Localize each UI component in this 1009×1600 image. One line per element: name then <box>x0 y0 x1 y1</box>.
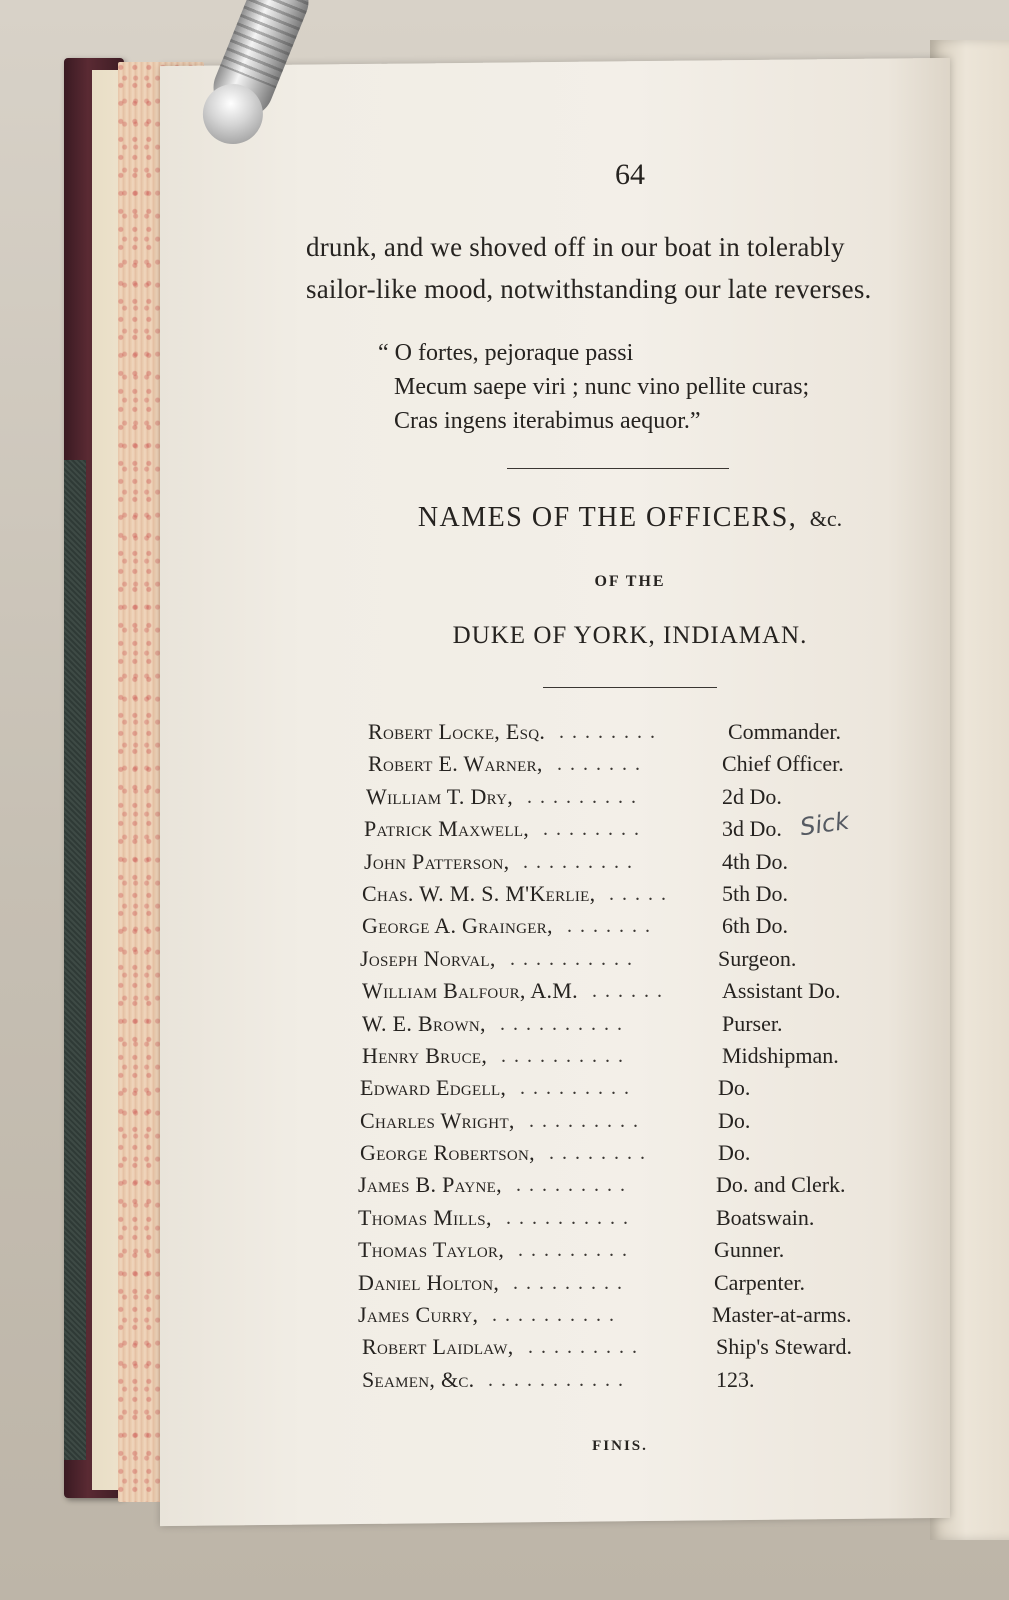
officer-name: Thomas Taylor, <box>358 1237 505 1263</box>
verse-line: Mecum saepe viri ; nunc vino pellite curas; <box>394 374 810 400</box>
officer-rank: 6th Do. <box>722 913 788 939</box>
officer-row <box>360 1169 880 1201</box>
leader-dots: ......... <box>513 1271 630 1294</box>
section-divider <box>507 468 729 469</box>
officer-rank: 5th Do. <box>722 880 788 906</box>
leader-dots: ........ <box>543 818 647 841</box>
officer-name: George Robertson, <box>360 1140 535 1166</box>
page-number: 64 <box>615 158 645 191</box>
officer-name: Joseph Norval, <box>360 945 496 971</box>
officer-rank: Do. <box>718 1140 751 1166</box>
leader-dots: ....... <box>557 753 648 776</box>
leader-dots: .......... <box>501 1044 631 1067</box>
officer-row <box>360 1008 880 1040</box>
officer-row <box>360 1040 880 1072</box>
officer-name: George A. Grainger, <box>362 913 553 939</box>
officer-rank: 3d Do. <box>722 816 782 842</box>
officer-row <box>360 1072 880 1104</box>
officer-row <box>360 1299 880 1331</box>
officer-name: Daniel Holton, <box>358 1269 500 1295</box>
officer-rank: Commander. <box>728 719 842 744</box>
officer-row <box>360 846 880 878</box>
officer-rank: Do. <box>718 1075 751 1101</box>
section-heading <box>340 502 920 534</box>
heading-suffix: &c. <box>809 506 843 531</box>
leader-dots: .......... <box>492 1304 622 1327</box>
officer-name: Henry Bruce, <box>362 1042 488 1068</box>
officer-name: James B. Payne, <box>358 1172 502 1198</box>
officer-row <box>360 716 880 748</box>
officer-name: James Curry, <box>358 1302 479 1328</box>
prose-line: sailor-like mood, notwithstanding our late reverses. <box>306 274 872 304</box>
officer-rank: 2d Do. <box>722 783 782 809</box>
roster-divider <box>543 687 717 688</box>
officer-row <box>360 781 880 813</box>
officer-rank: Do. <box>718 1107 751 1133</box>
heading-of-the: OF THE <box>594 573 666 590</box>
leader-dots: ....... <box>567 915 658 938</box>
officer-name: Chas. W. M. S. M'Kerlie, <box>362 880 596 906</box>
leader-dots: ......... <box>518 1239 635 1262</box>
leader-dots: ........ <box>559 721 663 743</box>
leader-dots: .......... <box>506 1206 636 1229</box>
officer-row <box>360 943 880 975</box>
verse-line: Cras ingens iterabimus aequor.” <box>394 408 701 434</box>
officer-name: Robert E. Warner, <box>368 751 543 777</box>
officer-rank: Chief Officer. <box>722 751 844 777</box>
officer-row <box>360 1331 880 1363</box>
leader-dots: ......... <box>516 1174 633 1197</box>
leader-dots: ........... <box>488 1368 631 1391</box>
officer-rank: 4th Do. <box>722 848 788 874</box>
officer-name: William T. Dry, <box>366 783 514 809</box>
officer-rank: Carpenter. <box>714 1269 806 1295</box>
officer-name: Charles Wright, <box>360 1107 515 1133</box>
officer-row <box>360 1364 880 1396</box>
officer-rank: Ship's Steward. <box>716 1334 852 1360</box>
latin-verse <box>378 336 898 438</box>
officer-row <box>360 910 880 942</box>
officer-row <box>360 1267 880 1299</box>
leader-dots: ........ <box>549 1142 653 1165</box>
finis-label: FINIS. <box>592 1438 648 1454</box>
heading-title: NAMES OF THE OFFICERS, <box>417 502 798 533</box>
officer-rank: Surgeon. <box>718 945 797 971</box>
officer-name: Edward Edgell, <box>360 1075 507 1101</box>
officer-rank: Gunner. <box>714 1237 785 1263</box>
leader-dots: ...... <box>592 980 670 1003</box>
officer-rank: Master-at-arms. <box>712 1302 852 1328</box>
officer-name: W. E. Brown, <box>362 1010 486 1036</box>
leader-dots: ......... <box>523 850 640 873</box>
leader-dots: ......... <box>529 1109 646 1132</box>
officer-rank: Purser. <box>722 1010 783 1036</box>
officer-name: Robert Locke, Esq. <box>368 719 546 744</box>
leader-dots: ......... <box>520 1077 637 1100</box>
officer-rank: Assistant Do. <box>722 978 841 1004</box>
prose-paragraph <box>306 226 926 310</box>
leader-dots: ......... <box>528 1336 645 1359</box>
handwritten-note: Sick <box>798 806 851 842</box>
officer-row <box>360 878 880 910</box>
officer-rank: 123. <box>716 1366 755 1392</box>
officer-name: Thomas Mills, <box>358 1204 492 1230</box>
officer-name: Robert Laidlaw, <box>362 1334 514 1360</box>
officer-name: William Balfour, A.M. <box>362 978 578 1004</box>
leader-dots: .......... <box>500 1012 630 1035</box>
officer-row <box>360 1234 880 1266</box>
leader-dots: ..... <box>609 882 674 905</box>
officer-row <box>360 975 880 1007</box>
officer-name: John Patterson, <box>364 848 510 874</box>
officer-row <box>360 1202 880 1234</box>
leader-dots: .......... <box>510 947 640 970</box>
officer-rank: Boatswain. <box>716 1204 815 1230</box>
verse-line: “ O fortes, pejoraque passi <box>378 340 634 366</box>
officer-row <box>360 748 880 780</box>
ship-name: DUKE OF YORK, INDIAMAN. <box>452 622 808 649</box>
leader-dots: ......... <box>527 785 644 808</box>
officer-name: Seamen, &c. <box>362 1366 475 1392</box>
officer-row <box>360 1137 880 1169</box>
officer-rank: Midshipman. <box>722 1042 839 1068</box>
officer-rank: Do. and Clerk. <box>716 1172 846 1198</box>
officer-row <box>360 1105 880 1137</box>
prose-line: drunk, and we shoved off in our boat in tolerably <box>306 232 845 262</box>
officer-name: Patrick Maxwell, <box>364 816 530 842</box>
